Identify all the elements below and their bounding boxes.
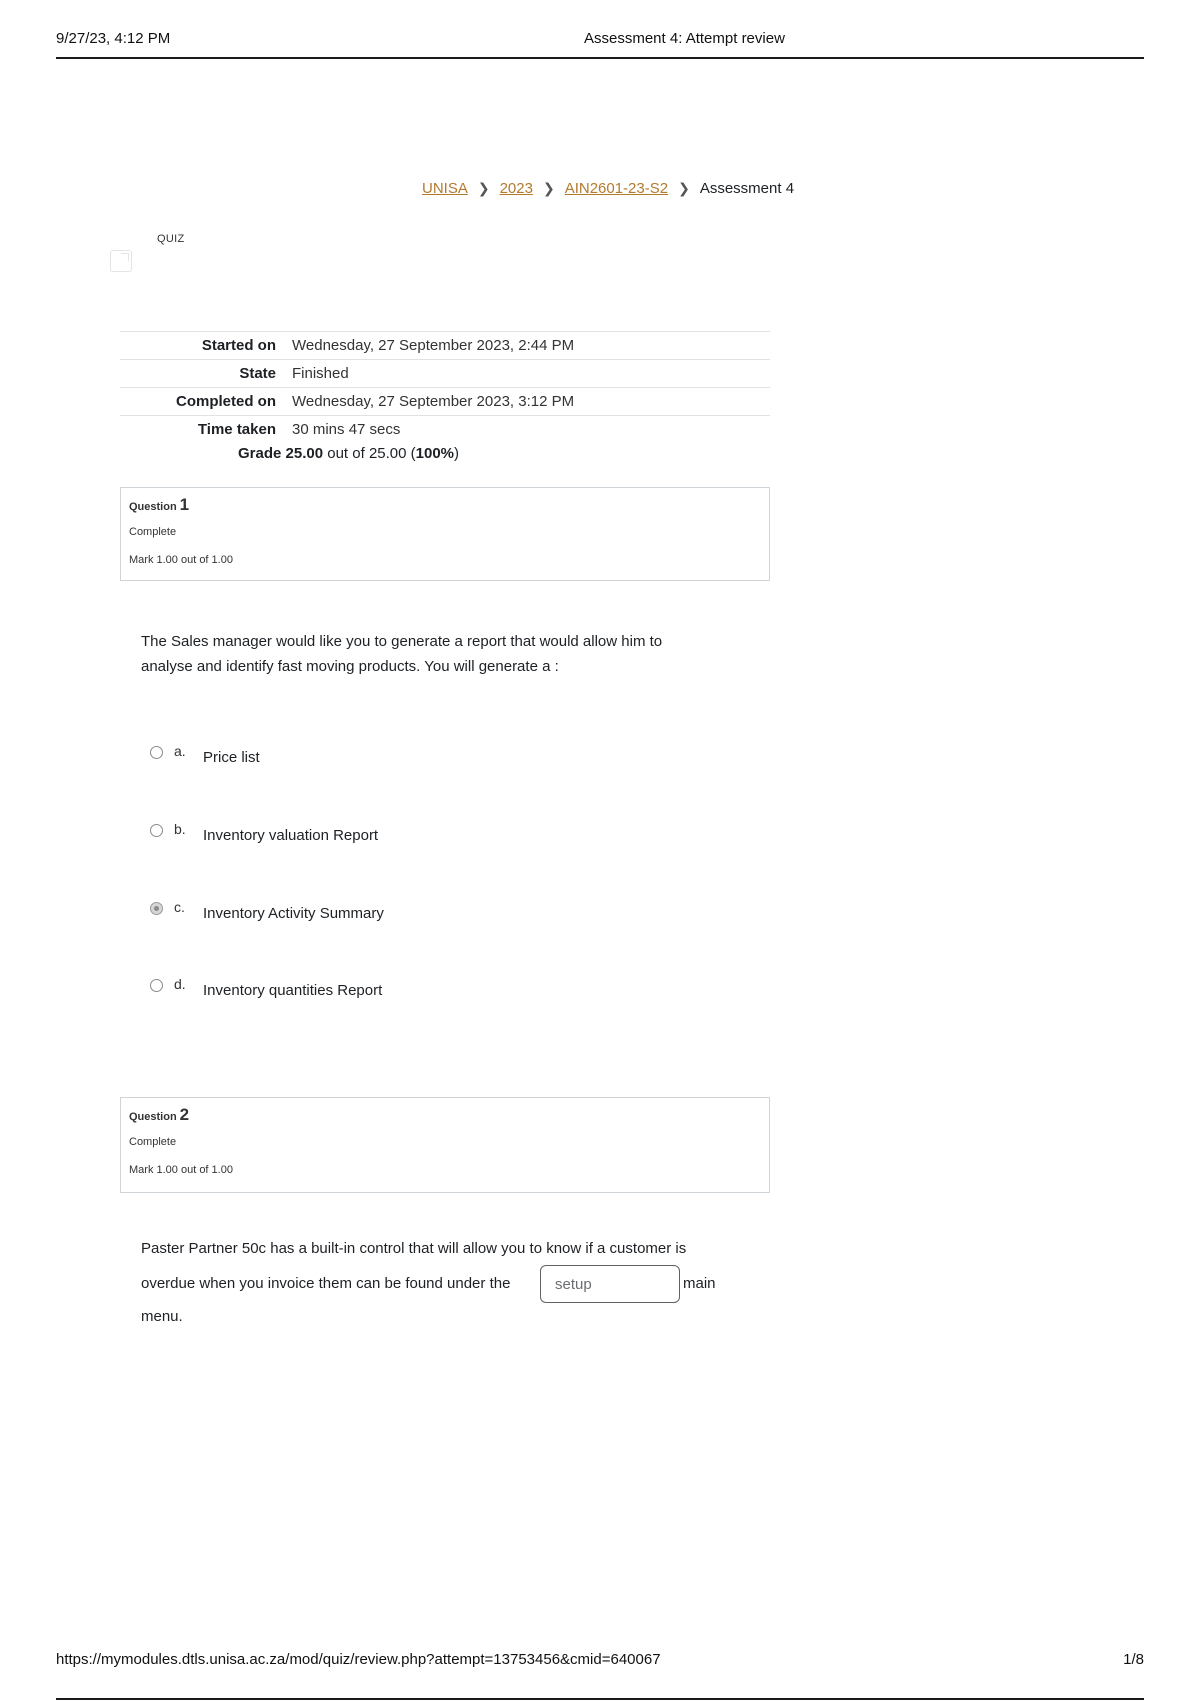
chevron-right-icon: ❯ — [477, 180, 490, 196]
option-text: Price list — [203, 749, 260, 766]
print-title: Assessment 4: Attempt review — [584, 30, 785, 47]
question-number-value: 1 — [179, 495, 190, 514]
question-text-line: Paster Partner 50c has a built-in control that will allow you to know if a customer is — [141, 1240, 687, 1257]
breadcrumb-link-unisa[interactable]: UNISA — [422, 180, 468, 197]
summary-label: Grade — [238, 445, 282, 462]
question-number — [129, 1105, 189, 1125]
summary-label: Time taken — [120, 416, 292, 444]
question-number-value: 2 — [179, 1105, 190, 1124]
grade-percent: 100% — [415, 445, 455, 462]
question-2-info — [120, 1097, 770, 1193]
summary-row-time — [120, 416, 770, 444]
summary-row-grade — [120, 445, 770, 467]
summary-label: Started on — [120, 332, 292, 360]
option-text: Inventory Activity Summary — [203, 905, 384, 922]
breadcrumb-link-year[interactable]: 2023 — [499, 180, 533, 197]
activity-type-label: QUIZ — [157, 233, 185, 245]
answer-input[interactable] — [540, 1265, 680, 1303]
question-label: Question — [129, 1111, 177, 1123]
question-state: Complete — [129, 526, 177, 538]
print-footer — [56, 1650, 1144, 1700]
attempt-summary-table — [120, 331, 770, 443]
question-text-line: The Sales manager would like you to generate a report that would allow him to — [141, 633, 663, 650]
summary-value: 30 mins 47 secs — [292, 416, 770, 444]
question-text-line: main — [683, 1275, 716, 1292]
grade-out-of: out of 25.00 ( — [327, 445, 416, 462]
option-text: Inventory quantities Report — [203, 982, 383, 999]
option-text: Inventory valuation Report — [203, 827, 379, 844]
breadcrumb — [422, 180, 794, 197]
radio-button[interactable] — [150, 746, 163, 759]
summary-value: Wednesday, 27 September 2023, 3:12 PM — [292, 388, 770, 416]
option-letter: d. — [174, 976, 186, 992]
summary-row-started — [120, 332, 770, 360]
print-header — [56, 29, 1144, 59]
question-label: Question — [129, 501, 177, 513]
breadcrumb-current: Assessment 4 — [699, 180, 795, 197]
question-mark: Mark 1.00 out of 1.00 — [129, 554, 233, 566]
grade-close: ) — [454, 445, 460, 462]
page-number: 1/8 — [1123, 1651, 1144, 1668]
question-text-line: overdue when you invoice them can be found under the — [141, 1275, 511, 1292]
grade-score: 25.00 — [285, 445, 324, 462]
summary-value: Finished — [292, 360, 770, 388]
option-letter: b. — [174, 821, 186, 837]
summary-row-state — [120, 360, 770, 388]
question-1-text — [141, 629, 741, 679]
question-number — [129, 495, 189, 515]
summary-value: Wednesday, 27 September 2023, 2:44 PM — [292, 332, 770, 360]
option-letter: c. — [174, 899, 185, 915]
chevron-right-icon: ❯ — [678, 180, 690, 196]
question-mark: Mark 1.00 out of 1.00 — [129, 1164, 233, 1176]
summary-row-completed — [120, 388, 770, 416]
chevron-right-icon: ❯ — [542, 180, 555, 196]
quiz-icon — [110, 250, 132, 272]
option-letter: a. — [174, 743, 186, 759]
page-url: https://mymodules.dtls.unisa.ac.za/mod/quiz/review.php?attempt=13753456&cmid=640067 — [56, 1651, 661, 1668]
summary-label: Completed on — [120, 388, 292, 416]
print-date: 9/27/23, 4:12 PM — [56, 30, 171, 47]
question-state: Complete — [129, 1136, 177, 1148]
question-text-line: analyse and identify fast moving products. You will generate a : — [141, 658, 559, 675]
summary-label: State — [120, 360, 292, 388]
radio-button[interactable] — [150, 979, 163, 992]
radio-button-selected[interactable] — [150, 902, 163, 915]
radio-button[interactable] — [150, 824, 163, 837]
breadcrumb-link-module[interactable]: AIN2601-23-S2 — [564, 180, 669, 197]
question-1-info — [120, 487, 770, 581]
question-text-line: menu. — [141, 1308, 183, 1325]
